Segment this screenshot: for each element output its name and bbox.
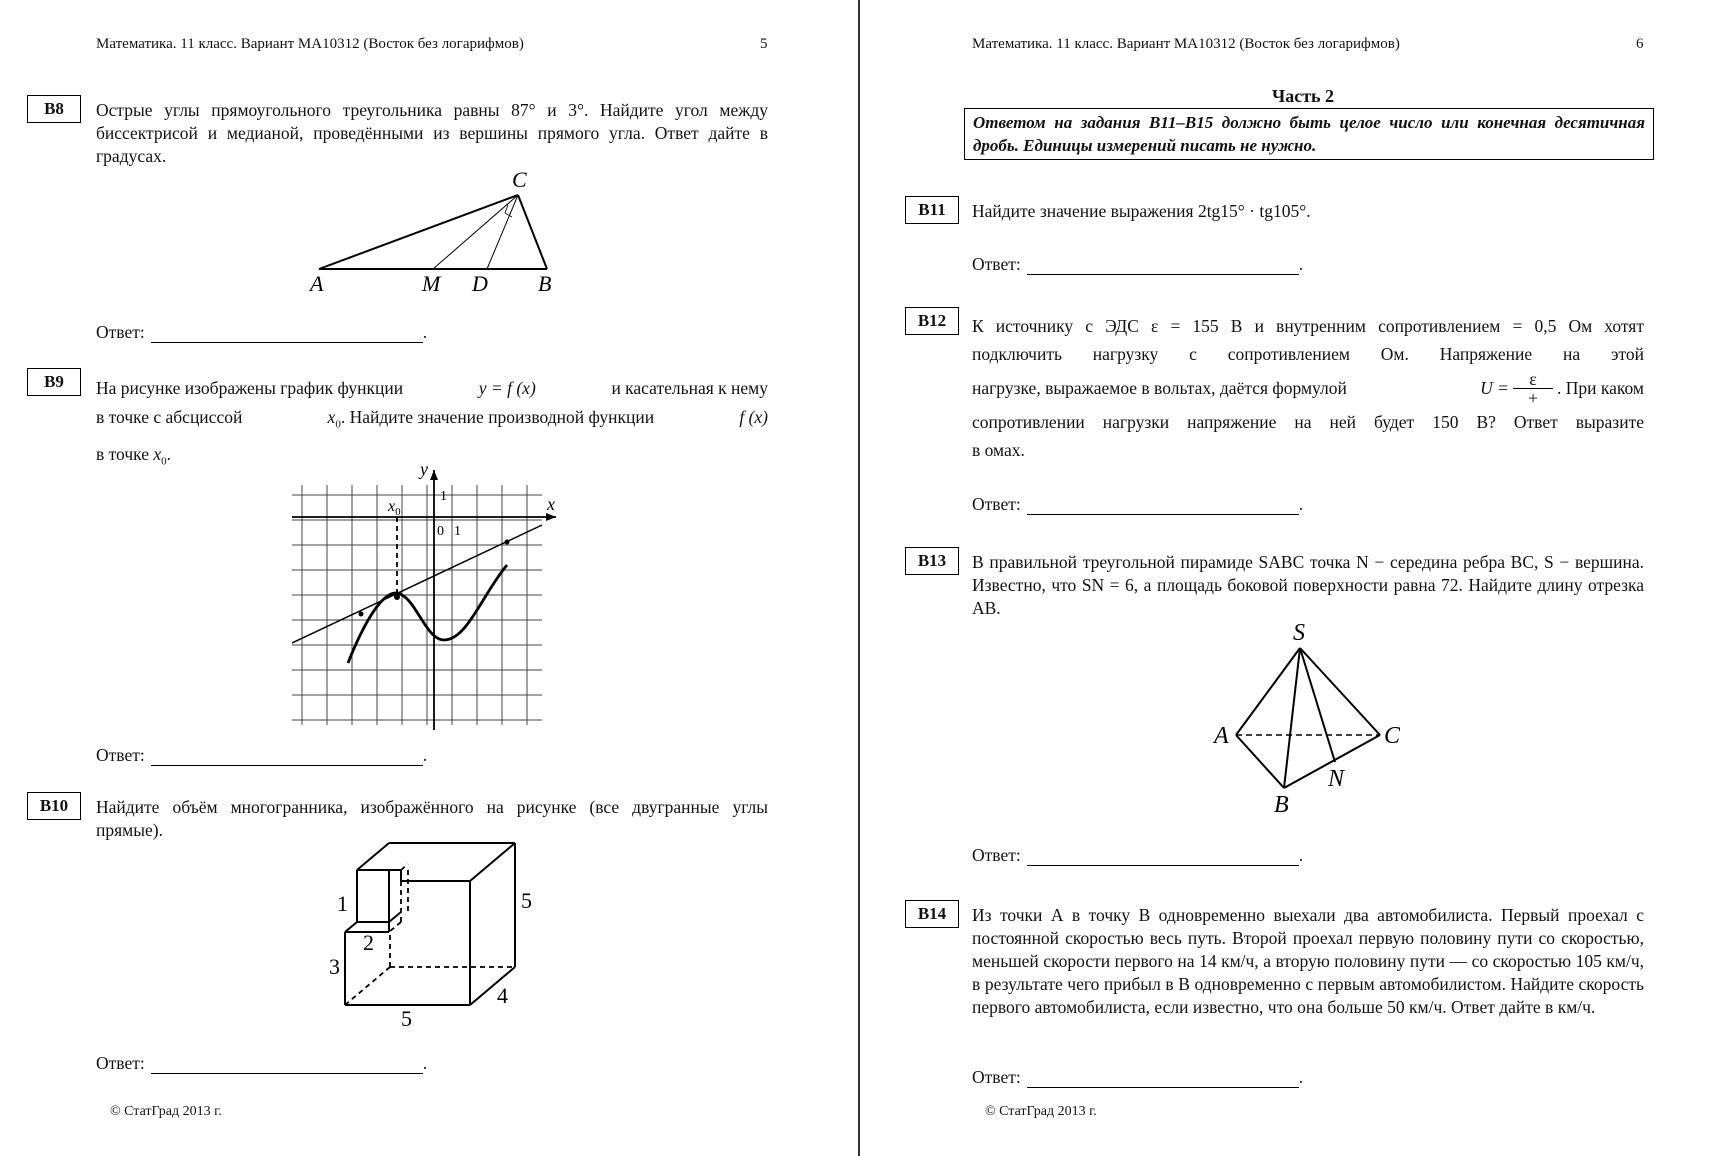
task-label-b10: B10 — [27, 792, 81, 820]
point-c: C — [512, 167, 527, 192]
answer-b9: Ответ: . — [96, 745, 428, 765]
tick-label-y-1: 1 — [440, 489, 447, 504]
point-n: N — [1328, 766, 1345, 792]
page-right — [860, 0, 1720, 1156]
task-text-b14: Из точки А в точку В одновременно выехали два автомобилиста. Первый проехал с постоянной скоростью весь путь. Второй проехал первую половину пути со скоростью, меньшей скорости первого на 14 км/ч, а вторую половину пути — со скоростью 105 км/ч, в результате чего прибыл в В одновременно с первым автомобилистом. Найдите скорость первого автомобилиста, если известно, что она больше 50 км/ч. Ответ дайте в км/ч. — [972, 905, 1644, 1017]
task-label-b11: B11 — [905, 196, 959, 224]
dim-label-4: 4 — [497, 983, 508, 1008]
axis-y-label: y — [420, 459, 428, 479]
tick-label-x-1: 1 — [454, 524, 461, 539]
answer-field-b14[interactable] — [1027, 1070, 1299, 1088]
point-c: C — [1384, 723, 1400, 749]
part-title: Часть 2 — [1272, 86, 1335, 106]
axis-x-label: x — [547, 494, 555, 514]
page-number: 5 — [760, 36, 768, 52]
task-text-b8: Острые углы прямоугольного треугольника равны 87° и 3°. Найдите угол между биссектрисой и медианой, проведёнными из вершины прямого угла. Ответ дайте в градусах. — [96, 100, 768, 166]
task-label-b12: B12 — [905, 307, 959, 335]
point-s: S — [1293, 620, 1305, 646]
point-b: B — [538, 271, 552, 296]
task-text-b10: Найдите объём многогранника, изображённого на рисунке (все двугранные углы прямые). — [96, 797, 768, 840]
page-header: Математика. 11 класс. Вариант МА10312 (Восток без логарифмов) — [972, 36, 1400, 52]
task-text-b13: В правильной треугольной пирамиде SABC точка N − середина ребра BC, S − вершина. Известно, что SN = 6, а площадь боковой поверхности равна 72. Найдите длину отрезка AB. — [972, 552, 1644, 618]
answer-b11: Ответ: . — [972, 254, 1304, 274]
page-header: Математика. 11 класс. Вариант МА10312 (Восток без логарифмов) — [96, 36, 524, 52]
page-number: 6 — [1636, 36, 1644, 52]
point-a: A — [310, 271, 324, 296]
page-footer: © СтатГрад 2013 г. — [985, 1104, 1097, 1119]
page-footer: © СтатГрад 2013 г. — [110, 1104, 222, 1119]
answer-b10: Ответ: . — [96, 1053, 428, 1073]
dim-label-5-bottom: 5 — [401, 1006, 412, 1030]
dim-label-3: 3 — [329, 954, 340, 979]
answer-b14: Ответ: . — [972, 1067, 1304, 1087]
triangle-figure — [300, 165, 570, 300]
point-b: B — [1274, 792, 1289, 818]
point-a: A — [1214, 723, 1229, 749]
answer-field-b10[interactable] — [151, 1056, 423, 1074]
origin-label: 0 — [437, 524, 444, 539]
answer-field-b12[interactable] — [1027, 497, 1299, 515]
point-m: M — [422, 271, 441, 296]
answer-field-b13[interactable] — [1027, 848, 1299, 866]
dim-label-1: 1 — [337, 891, 348, 916]
answer-b12: Ответ: . — [972, 494, 1304, 514]
task-text-b9: На рисунке изображены график функции y = f (x) и касательная к нему в точке с абсциссой $x_0$. Найдите значение производной функции f (x) в точке $x_0$. — [96, 378, 768, 467]
answer-field-b8[interactable] — [151, 325, 423, 343]
dim-label-2: 2 — [363, 930, 374, 955]
polyhedron-figure — [325, 835, 545, 1030]
x0-label: $x_0$ — [388, 498, 401, 518]
task-label-b13: B13 — [905, 547, 959, 575]
answer-b8: Ответ: . — [96, 322, 428, 342]
page-left — [0, 0, 858, 1156]
task-text-b12: К источнику с ЭДС ε = 155 В и внутренним сопротивлением = 0,5 Ом хотят подключить нагрузку с сопротивлением Ом. Напряжение на этой нагрузке, выражаемое в вольтах, даётся формулой U = ε + . При каком сопротивлении нагрузки напряжение на ней будет 150 В? Ответ выразите в омах. — [972, 316, 1644, 460]
point-d: D — [472, 271, 488, 296]
answer-field-b9[interactable] — [151, 748, 423, 766]
task-label-b8: B8 — [27, 95, 81, 123]
instructions-frame: Ответом на задания B11–B15 должно быть целое число или конечная десятичная дробь. Единицы измерений писать не нужно. — [964, 108, 1654, 160]
task-text-b11: Найдите значение выражения 2tg15° · tg105°. — [972, 201, 1311, 221]
pyramid-figure — [1200, 618, 1400, 818]
dim-label-5-right: 5 — [521, 888, 532, 913]
answer-field-b11[interactable] — [1027, 257, 1299, 275]
function-graph — [292, 455, 562, 730]
task-label-b9: B9 — [27, 368, 81, 396]
task-label-b14: B14 — [905, 900, 959, 928]
answer-b13: Ответ: . — [972, 845, 1304, 865]
